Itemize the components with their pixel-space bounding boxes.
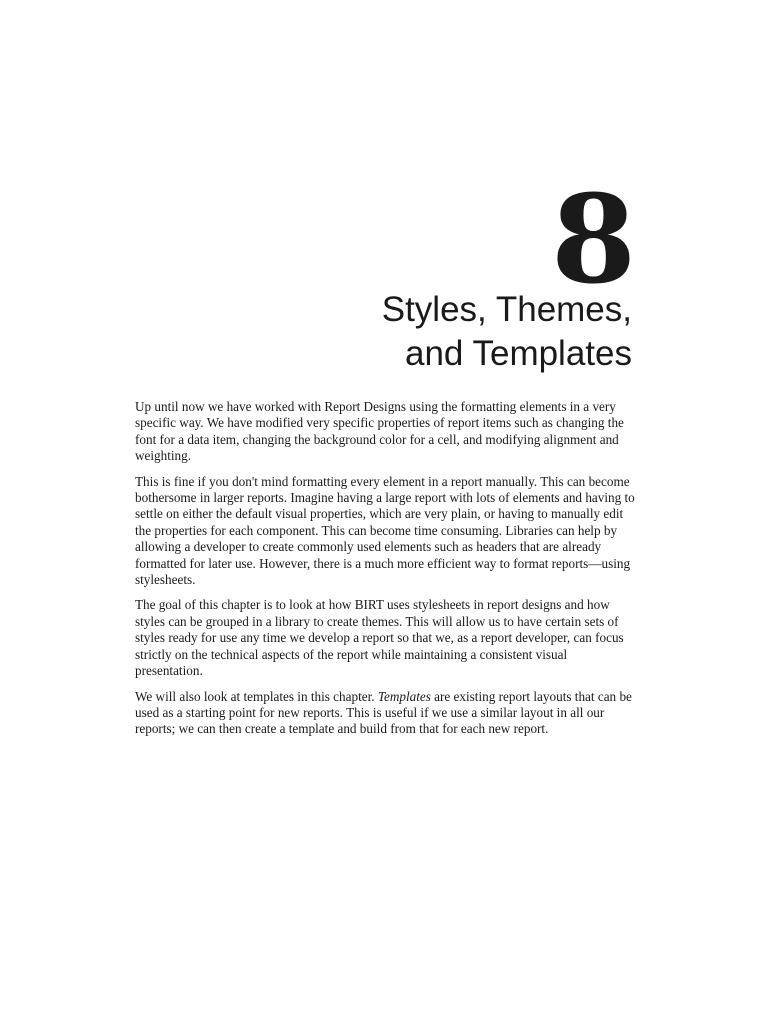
chapter-title-line-2: and Templates xyxy=(404,334,632,373)
templates-term: Templates xyxy=(377,688,431,704)
paragraph-2: This is fine if you don't mind formatting every element in a report manually. This can become bothersome in larger reports. Imagine having a large report with lots of elements and having to settle on either the default visual properties, which are very plain, or having to manually edit the properties for each component. This can become time consuming. Libraries can help by allowing a developer to create commonly used elements such as headers that are already formatted for later use. However, there is a much more efficient way to format reports—using stylesheets. xyxy=(135,473,635,588)
chapter-intro-body xyxy=(135,399,635,747)
paragraph-4-text-before: We will also look at templates in this chapter. xyxy=(135,688,378,704)
chapter-title xyxy=(382,288,632,376)
chapter-title-line-1: Styles, Themes, xyxy=(381,290,632,329)
paragraph-4 xyxy=(135,689,635,738)
paragraph-1: Up until now we have worked with Report Designs using the formatting elements in a very specific way. We have modified very specific properties of report items such as changing the font for a data item, changing the background color for a cell, and modifying alignment and weighting. xyxy=(135,399,624,464)
paragraph-3: The goal of this chapter is to look at how BIRT uses stylesheets in report designs and how styles can be grouped in a library to create themes. This will allow us to have certain sets of styles ready for use any time we develop a report so that we, as a report developer, can focus strictly on the technical aspects of the report while maintaining a consistent visual presentation. xyxy=(135,597,624,679)
paragraph-4-text-after: are existing report layouts that can be used as a starting point for new reports. This is useful if we use a similar layout in all our reports; we can then create a template and build from that for each new report. xyxy=(135,688,632,737)
chapter-number: 8 xyxy=(551,167,634,311)
